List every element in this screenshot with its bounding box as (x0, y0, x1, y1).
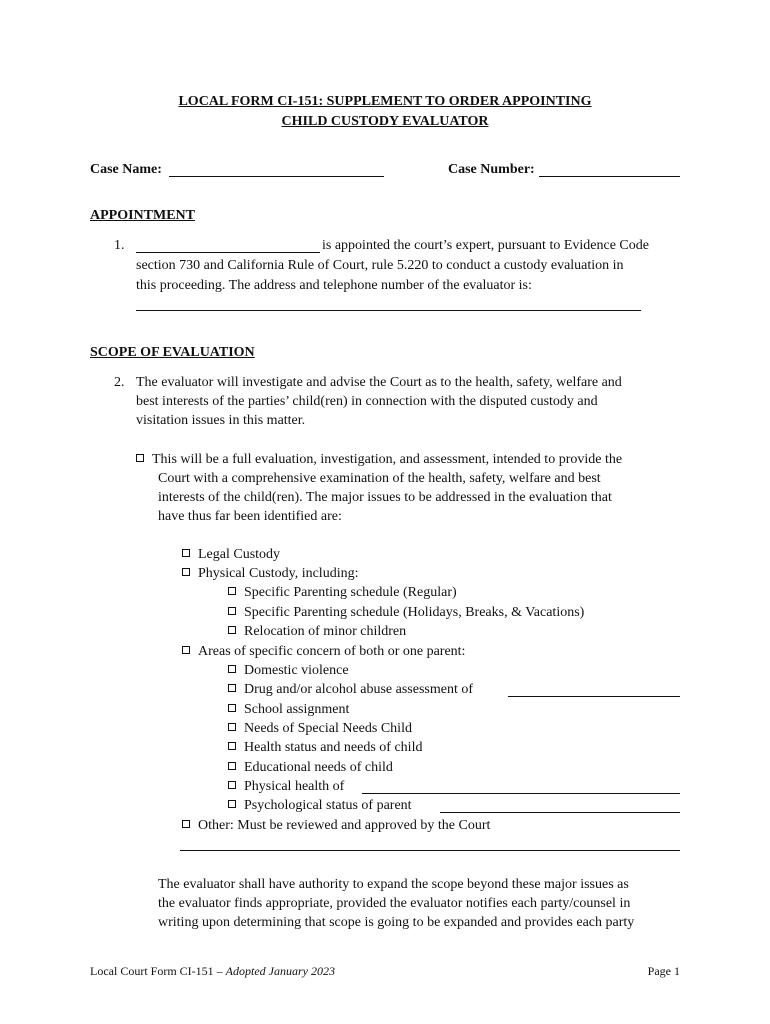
issue-domestic-violence[interactable] (228, 663, 349, 679)
educational-label: Educational needs of child (244, 760, 393, 775)
drug-alcohol-subject-field[interactable] (508, 696, 680, 697)
evaluator-address-field[interactable] (136, 310, 641, 311)
full-evaluation-line2: Court with a comprehensive examination of the health, safety, welfare and best (158, 471, 601, 486)
form-title-line1: LOCAL FORM CI-151: SUPPLEMENT TO ORDER APPOINTING (178, 94, 592, 109)
educational-checkbox[interactable] (228, 762, 236, 770)
other-label: Other: Must be reviewed and approved by the Court (198, 818, 491, 833)
issue-specific-holidays[interactable] (228, 605, 584, 621)
full-evaluation-checkbox[interactable] (136, 454, 144, 462)
physical-custody-checkbox[interactable] (182, 568, 190, 576)
specific-holidays-label: Specific Parenting schedule (Holidays, Breaks, & Vacations) (244, 605, 585, 620)
other-checkbox[interactable] (182, 820, 190, 828)
areas-concern-label: Areas of specific concern of both or one parent: (198, 644, 466, 659)
issue-other[interactable] (182, 818, 490, 834)
relocation-label: Relocation of minor children (244, 624, 407, 639)
relocation-checkbox[interactable] (228, 626, 236, 634)
item-1-number: 1. (114, 238, 125, 253)
full-evaluation-line4: have thus far been identified are: (158, 509, 342, 524)
physical-custody-label: Physical Custody, including: (198, 566, 359, 581)
psychological-label: Psychological status of parent (244, 798, 412, 813)
issue-health-status[interactable] (228, 740, 422, 756)
physical-health-checkbox[interactable] (228, 781, 236, 789)
form-title-line2: CHILD CUSTODY EVALUATOR (281, 114, 489, 129)
footer-form-info (90, 964, 335, 979)
other-details-field[interactable] (180, 850, 680, 851)
full-evaluation-option[interactable] (136, 452, 622, 468)
physical-health-label: Physical health of (244, 779, 345, 794)
school-checkbox[interactable] (228, 704, 236, 712)
psychological-parent-field[interactable] (440, 812, 680, 813)
page-number: Page 1 (647, 964, 680, 978)
scope-heading: SCOPE OF EVALUATION (90, 345, 255, 360)
domestic-violence-checkbox[interactable] (228, 665, 236, 673)
school-label: School assignment (244, 702, 350, 717)
issue-legal-custody[interactable] (182, 547, 280, 563)
case-number-field[interactable] (539, 176, 680, 177)
specific-holidays-checkbox[interactable] (228, 607, 236, 615)
psychological-checkbox[interactable] (228, 800, 236, 808)
case-number-label: Case Number: (448, 162, 535, 177)
legal-custody-checkbox[interactable] (182, 549, 190, 557)
item-2-line1: The evaluator will investigate and advise the Court as to the health, safety, welfare and (136, 375, 622, 390)
item-1-line1: is appointed the court’s expert, pursuant to Evidence Code (322, 238, 649, 253)
footer-adopted-date: Adopted January 2023 (225, 964, 335, 978)
issue-areas-concern[interactable] (182, 644, 465, 660)
special-needs-label: Needs of Special Needs Child (244, 721, 412, 736)
domestic-violence-label: Domestic violence (244, 663, 349, 678)
drug-alcohol-label: Drug and/or alcohol abuse assessment of (244, 682, 473, 697)
footer-form-name: Local Court Form CI-151 – (90, 964, 226, 978)
appointment-heading: APPOINTMENT (90, 208, 195, 223)
issue-physical-health[interactable] (228, 779, 344, 795)
issue-psychological[interactable] (228, 798, 412, 814)
authority-line3: writing upon determining that scope is going to be expanded and provides each party (158, 915, 635, 930)
issue-school[interactable] (228, 702, 349, 718)
case-name-label: Case Name: (90, 162, 162, 177)
drug-alcohol-checkbox[interactable] (228, 684, 236, 692)
item-2-line3: visitation issues in this matter. (136, 413, 306, 428)
case-name-field[interactable] (169, 176, 384, 177)
areas-concern-checkbox[interactable] (182, 646, 190, 654)
specific-regular-label: Specific Parenting schedule (Regular) (244, 585, 457, 600)
item-1-line3: this proceeding. The address and telephone number of the evaluator is: (136, 278, 532, 293)
issue-educational[interactable] (228, 760, 393, 776)
specific-regular-checkbox[interactable] (228, 587, 236, 595)
issue-relocation[interactable] (228, 624, 406, 640)
authority-line1: The evaluator shall have authority to expand the scope beyond these major issues as (158, 877, 629, 892)
legal-custody-label: Legal Custody (198, 547, 281, 562)
health-status-checkbox[interactable] (228, 742, 236, 750)
full-evaluation-line1: This will be a full evaluation, investigation, and assessment, intended to provide the (152, 452, 623, 467)
item-2-line2: best interests of the parties’ child(ren) in connection with the disputed custody and (136, 394, 598, 409)
physical-health-subject-field[interactable] (362, 793, 680, 794)
full-evaluation-line3: interests of the child(ren). The major issues to be addressed in the evaluation that (158, 490, 612, 505)
authority-line2: the evaluator finds appropriate, provided the evaluator notifies each party/counsel in (158, 896, 631, 911)
special-needs-checkbox[interactable] (228, 723, 236, 731)
item-2-number: 2. (114, 375, 125, 390)
item-1-line2: section 730 and California Rule of Court, rule 5.220 to conduct a custody evaluation in (136, 258, 624, 273)
health-status-label: Health status and needs of child (244, 740, 423, 755)
issue-physical-custody[interactable] (182, 566, 358, 582)
issue-special-needs[interactable] (228, 721, 412, 737)
evaluator-name-field[interactable] (136, 252, 320, 253)
issue-specific-regular[interactable] (228, 585, 457, 601)
issue-drug-alcohol[interactable] (228, 682, 473, 698)
